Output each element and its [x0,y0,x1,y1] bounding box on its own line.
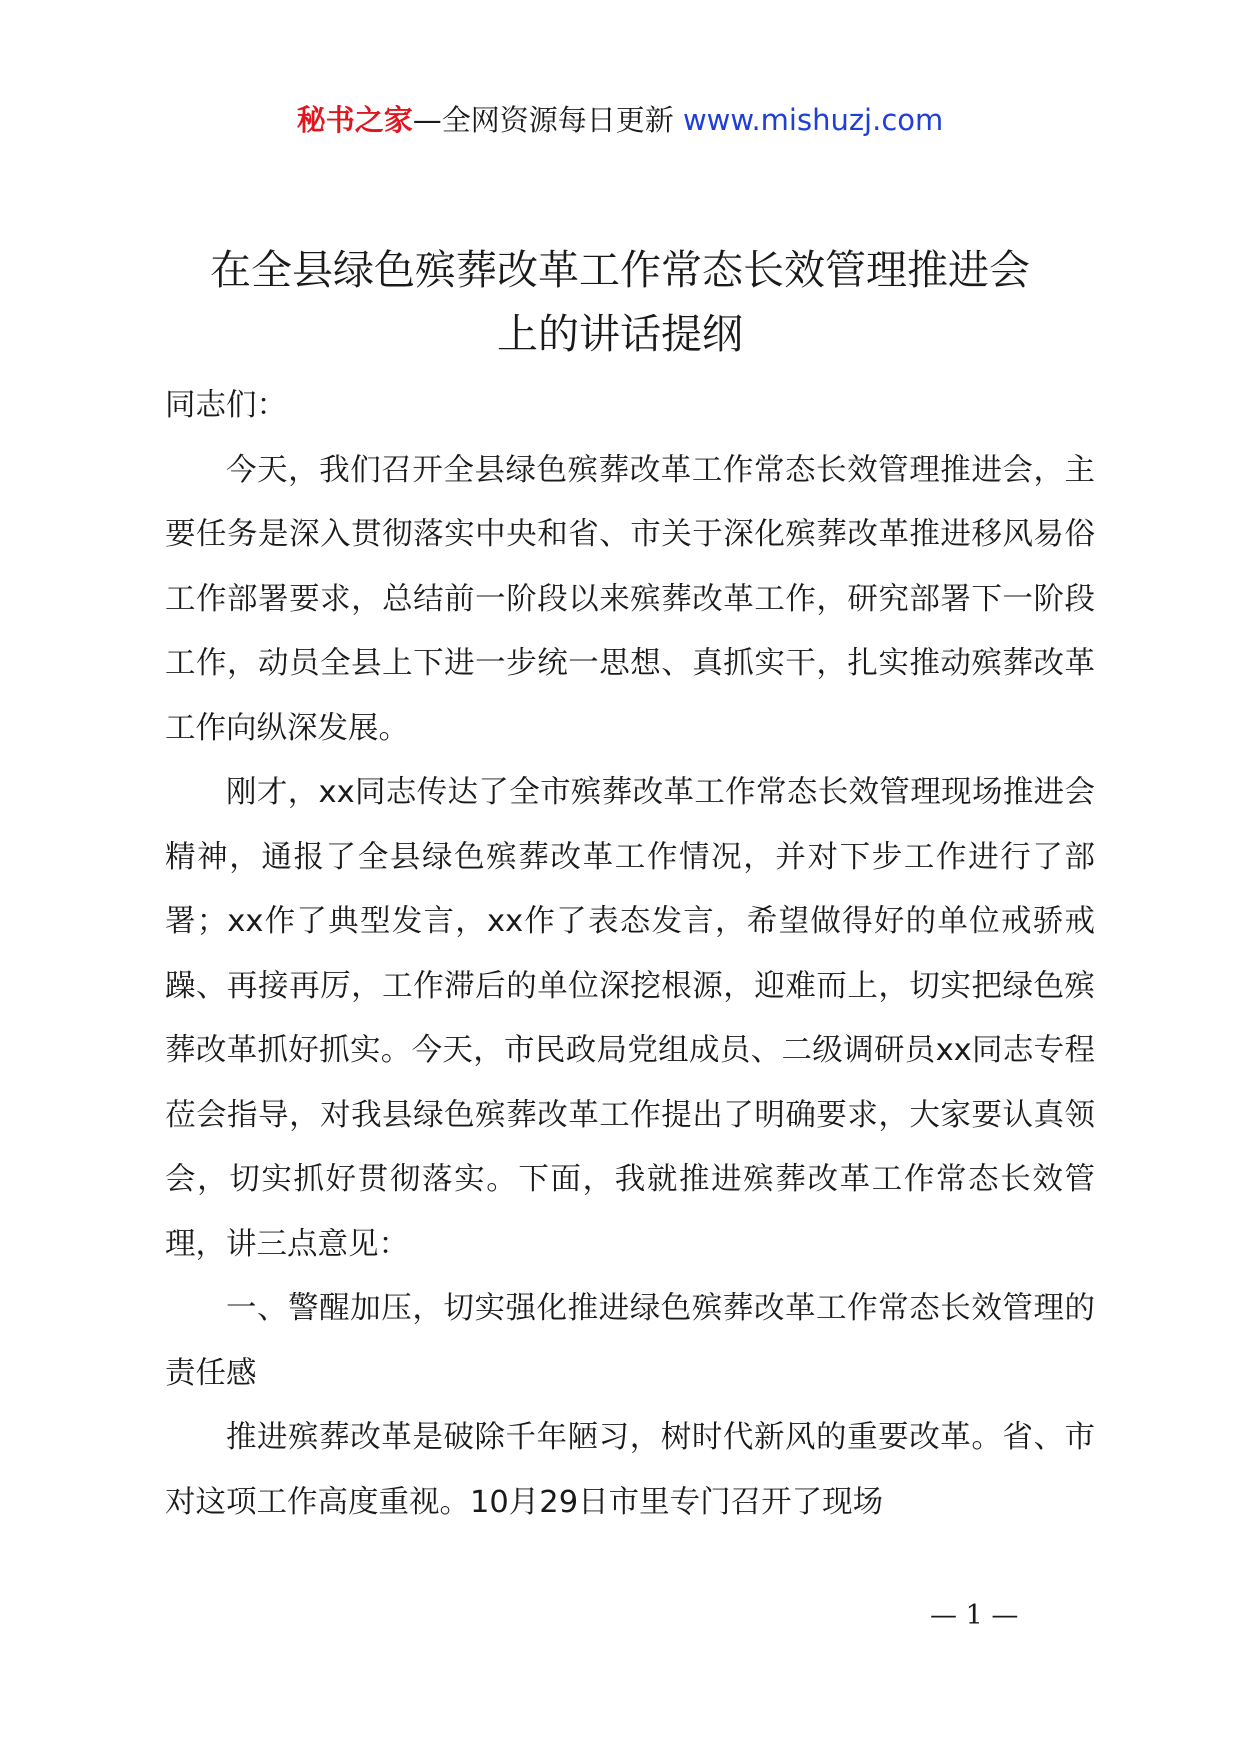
paragraph-opening: 今天，我们召开全县绿色殡葬改革工作常态长效管理推进会，主要任务是深入贯彻落实中央和省、市关于深化殡葬改革推进移风易俗工作部署要求，总结前一阶段以来殡葬改革工作，研究部署下一阶段工作，动员全县上下进一步统一思想、真抓实干，扎实推动殡葬改革工作向纵深发展。 [165,452,1095,746]
document-title [130,238,1110,366]
page-number: — 1 — [930,1600,1019,1631]
paragraph-review: 刚才，xx同志传达了全市殡葬改革工作常态长效管理现场推进会精神，通报了全县绿色殡葬改革工作情况，并对下步工作进行了部署；xx作了典型发言，xx作了表态发言，希望做得好的单位戒骄戒躁、再接再厉，工作滞后的单位深挖根源，迎难而上，切实把绿色殡葬改革抓好抓实。今天，市民政局党组成员、二级调研员xx同志专程莅会指导，对我县绿色殡葬改革工作提出了明确要求，大家要认真领会，切实抓好贯彻落实。下面，我就推进殡葬改革工作常态长效管理，讲三点意见： [165,775,1095,1262]
document-body [165,374,1095,1535]
paragraph-section-1: 推进殡葬改革是破除千年陋习，树时代新风的重要改革。省、市对这项工作高度重视。10月29日市里专门召开了现场 [165,1420,1095,1520]
salutation: 同志们： [165,388,287,423]
title-line-1: 在全县绿色殡葬改革工作常态长效管理推进会 [210,246,1030,294]
section-heading-1: 一、警醒加压，切实强化推进绿色殡葬改革工作常态长效管理的责任感 [165,1291,1095,1391]
title-line-2: 上的讲话提纲 [497,310,743,358]
header-url-link[interactable]: www.mishuzj.com [682,103,944,137]
header-slogan: —全网资源每日更新 [412,103,674,137]
site-header [0,100,1240,140]
header-brand: 秘书之家 [296,103,413,137]
